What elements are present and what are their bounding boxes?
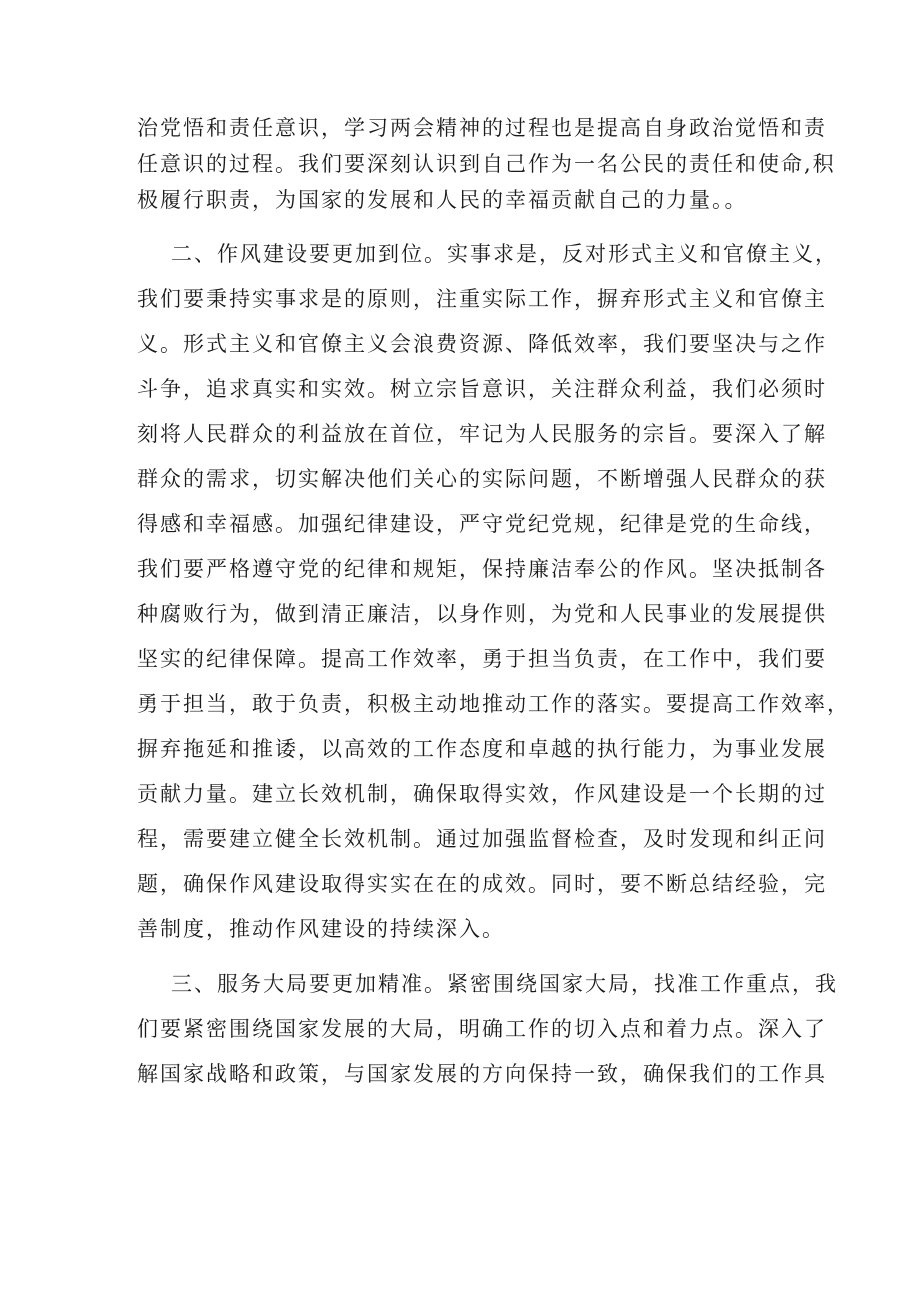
paragraph-2-line-12: 摒弃拖延和推诿，以高效的工作态度和卓越的执行能力，为事业发展	[137, 737, 827, 761]
paragraph-3-line-3: 解国家战略和政策，与国家发展的方向保持一致，确保我们的工作具	[137, 1062, 827, 1086]
paragraph-3-line-2: 们要紧密围绕国家发展的大局，明确工作的切入点和着力点。深入了	[137, 1017, 827, 1041]
paragraph-2-line-9: 种腐败行为，做到清正廉洁，以身作则，为党和人民事业的发展提供	[137, 602, 827, 626]
paragraph-2-line-2: 我们要秉持实事求是的原则，注重实际工作，摒弃形式主义和官僚主	[137, 287, 827, 311]
paragraph-2-line-8: 我们要严格遵守党的纪律和规矩，保持廉洁奉公的作风。坚决抵制各	[137, 557, 827, 581]
paragraph-2-line-1: 二、作风建设要更加到位。实事求是，反对形式主义和官僚主义，	[171, 242, 838, 266]
paragraph-2-line-7: 得感和幸福感。加强纪律建设，严守党纪党规，纪律是党的生命线，	[137, 512, 827, 536]
paragraph-2-line-3: 义。形式主义和官僚主义会浪费资源、降低效率，我们要坚决与之作	[137, 332, 827, 356]
paragraph-1-line-1: 治党悟和责任意识，学习两会精神的过程也是提高自身政治觉悟和责	[137, 116, 827, 140]
paragraph-2-line-16: 善制度，推动作风建设的持续深入。	[137, 917, 505, 941]
paragraph-1-line-2: 任意识的过程。我们要深刻认识到自己作为一名公民的责任和使命,积	[137, 152, 836, 176]
paragraph-3-line-1: 三、服务大局要更加精准。紧密围绕国家大局，找准工作重点，我	[171, 972, 838, 996]
paragraph-2-line-14: 程，需要建立健全长效机制。通过加强监督检查，及时发现和纠正问	[137, 827, 827, 851]
paragraph-2-line-11: 勇于担当，敢于负责，积极主动地推动工作的落实。要提高工作效率，	[137, 692, 850, 716]
paragraph-2-line-10: 坚实的纪律保障。提高工作效率，勇于担当负责，在工作中，我们要	[137, 647, 827, 671]
paragraph-2-line-6: 群众的需求，切实解决他们关心的实际问题，不断增强人民群众的获	[137, 467, 827, 491]
paragraph-2-line-13: 贡献力量。建立长效机制，确保取得实效，作风建设是一个长期的过	[137, 782, 827, 806]
paragraph-2-line-4: 斗争，追求真实和实效。树立宗旨意识，关注群众利益，我们必须时	[137, 377, 827, 401]
paragraph-2-line-5: 刻将人民群众的利益放在首位，牢记为人民服务的宗旨。要深入了解	[137, 422, 827, 446]
paragraph-2-line-15: 题，确保作风建设取得实实在在的成效。同时，要不断总结经验，完	[137, 872, 827, 896]
paragraph-1-line-3: 极履行职责，为国家的发展和人民的幸福贡献自己的力量。。	[137, 188, 748, 212]
